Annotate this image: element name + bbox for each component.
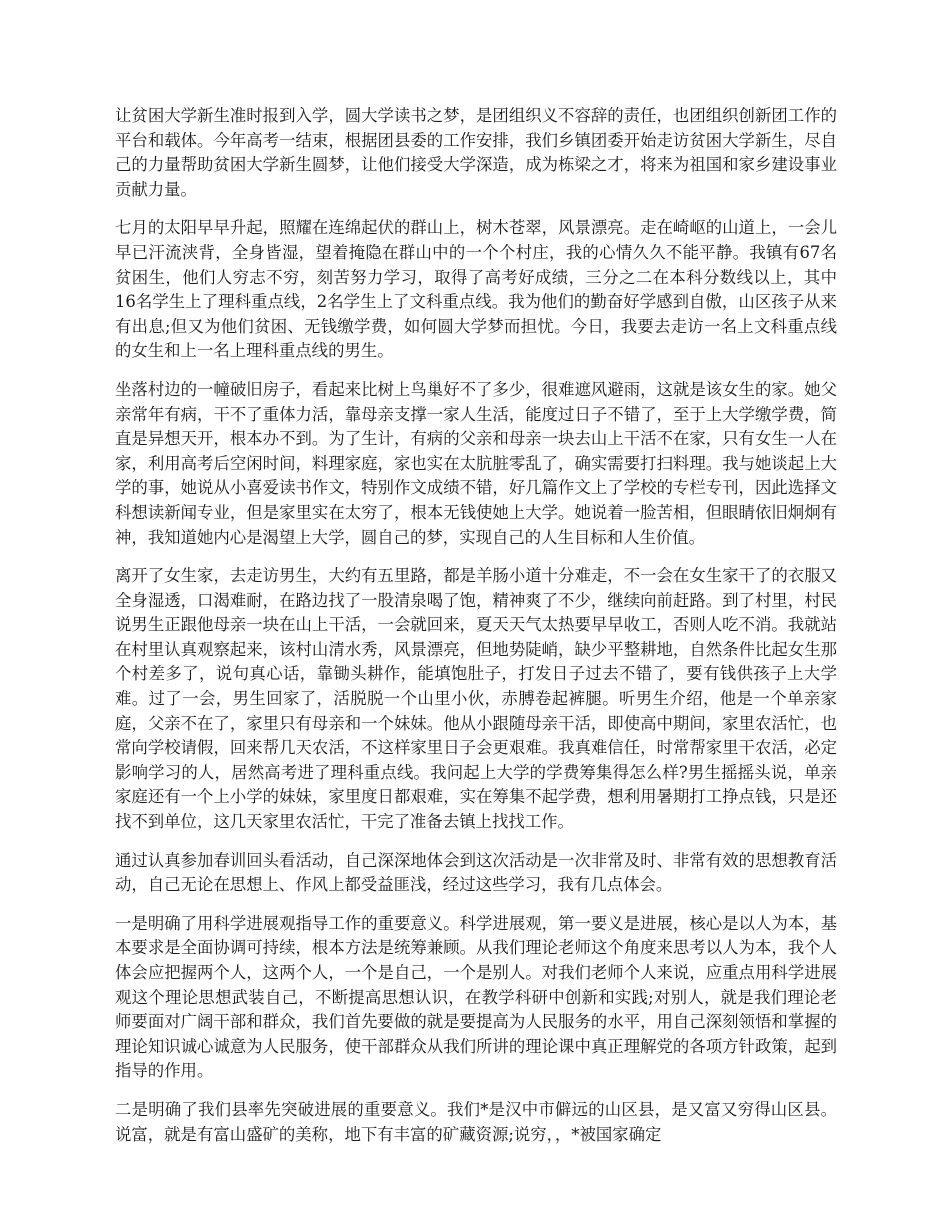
paragraph: 二是明确了我们县率先突破进展的重要意义。我们*是汉中市僻远的山区县，是又富又穷得山区县。说富，就是有富山盛矿的美称，地下有丰富的矿藏资源;说穷，，*被国家确定	[115, 1099, 837, 1144]
paragraph: 通过认真参加春训回头看活动，自己深深地体会到这次活动是一次非常及时、非常有效的思想教育活动，自己无论在思想上、作风上都受益匪浅，经过这些学习，我有几点体会。	[115, 850, 837, 895]
document-body	[115, 104, 837, 1161]
paragraph: 一是明确了用科学进展观指导工作的重要意义。科学进展观，第一要义是进展，核心是以人为本，基本要求是全面协调可持续，根本方法是统筹兼顾。从我们理论老师这个角度来思考以人为本，我个人体会应把握两个人，这两个人，一个是自己，一个是别人。对我们老师个人来说，应重点用科学进展观这个理论思想武装自己，不断提高思想认识，在教学科研中创新和实践;对别人，就是我们理论老师要面对广阔干部和群众，我们首先要做的就是要提高为人民服务的水平，用自己深刻领悟和掌握的理论知识诚心诚意为人民服务，使干部群众从我们所讲的理论课中真正理解党的各项方针政策，起到指导的作用。	[115, 913, 837, 1081]
paragraph: 坐落村边的一幢破旧房子，看起来比树上鸟巢好不了多少，很难遮风避雨，这就是该女生的家。她父亲常年有病，干不了重体力活，靠母亲支撑一家人生活，能度过日子不错了，至于上大学缴学费，简直是异想天开，根本办不到。为了生计，有病的父亲和母亲一块去山上干活不在家，只有女生一人在家，利用高考后空闲时间，料理家庭，家也实在太肮脏零乱了，确实需要打扫料理。我与她谈起上大学的事，她说从小喜爱读书作文，特别作文成绩不错，好几篇作文上了学校的专栏专刊，因此选择文科想读新闻专业，但是家里实在太穷了，根本无钱使她上大学。她说着一脸苦相，但眼睛依旧炯炯有神，我知道她内心是渴望上大学，圆自己的梦，实现自己的人生目标和人生价值。	[115, 379, 837, 547]
paragraph: 离开了女生家，去走访男生，大约有五里路，都是羊肠小道十分难走，不一会在女生家干了的衣服又全身湿透，口渴难耐，在路边找了一股清泉喝了饱，精神爽了不少，继续向前赶路。到了村里，村民说男生正跟他母亲一块在山上干活，一会就回来，夏天天气太热要早早收工，否则人吃不消。我就站在村里认真观察起来，该村山清水秀，风景漂亮，但地势陡峭，缺少平整耕地，自然条件比起女生那个村差多了，说句真心话，靠锄头耕作，能填饱肚子，打发日子过去不错了，要有钱供孩子上大学难。过了一会，男生回家了，活脱脱一个山里小伙，赤膊卷起裤腿。听男生介绍，他是一个单亲家庭，父亲不在了，家里只有母亲和一个妹妹。他从小跟随母亲干活，即使高中期间，家里农活忙，也常向学校请假，回来帮几天农活，不这样家里日子会更艰难。我真难信任，时常帮家里干农活，必定影响学习的人，居然高考进了理科重点线。我问起上大学的学费筹集得怎么样?男生摇摇头说，单亲家庭还有一个上小学的妹妹，家里度日都艰难，实在筹集不起学费，想利用暑期打工挣点钱，只是还找不到单位，这几天家里农活忙，干完了准备去镇上找找工作。	[115, 566, 837, 832]
paragraph: 让贫困大学新生准时报到入学，圆大学读书之梦，是团组织义不容辞的责任，也团组织创新团工作的平台和载体。今年高考一结束，根据团县委的工作安排，我们乡镇团委开始走访贫困大学新生，尽自己的力量帮助贫困大学新生圆梦，让他们接受大学深造，成为栋梁之才，将来为祖国和家乡建设事业贡献力量。	[115, 106, 837, 199]
paragraph: 七月的太阳早早升起，照耀在连绵起伏的群山上，树木苍翠，风景漂亮。走在崎岖的山道上，一会儿早已汗流浃背，全身皆湿，望着掩隐在群山中的一个个村庄，我的心情久久不能平静。我镇有67名贫困生，他们人穷志不穷，刻苦努力学习，取得了高考好成绩，三分之二在本科分数线以上，其中16名学生上了理科重点线，2名学生上了文科重点线。我为他们的勤奋好学感到自傲，山区孩子从来有出息;但又为他们贫困、无钱缴学费，如何圆大学梦而担忧。今日，我要去走访一名上文科重点线的女生和上一名上理科重点线的男生。	[115, 218, 837, 361]
